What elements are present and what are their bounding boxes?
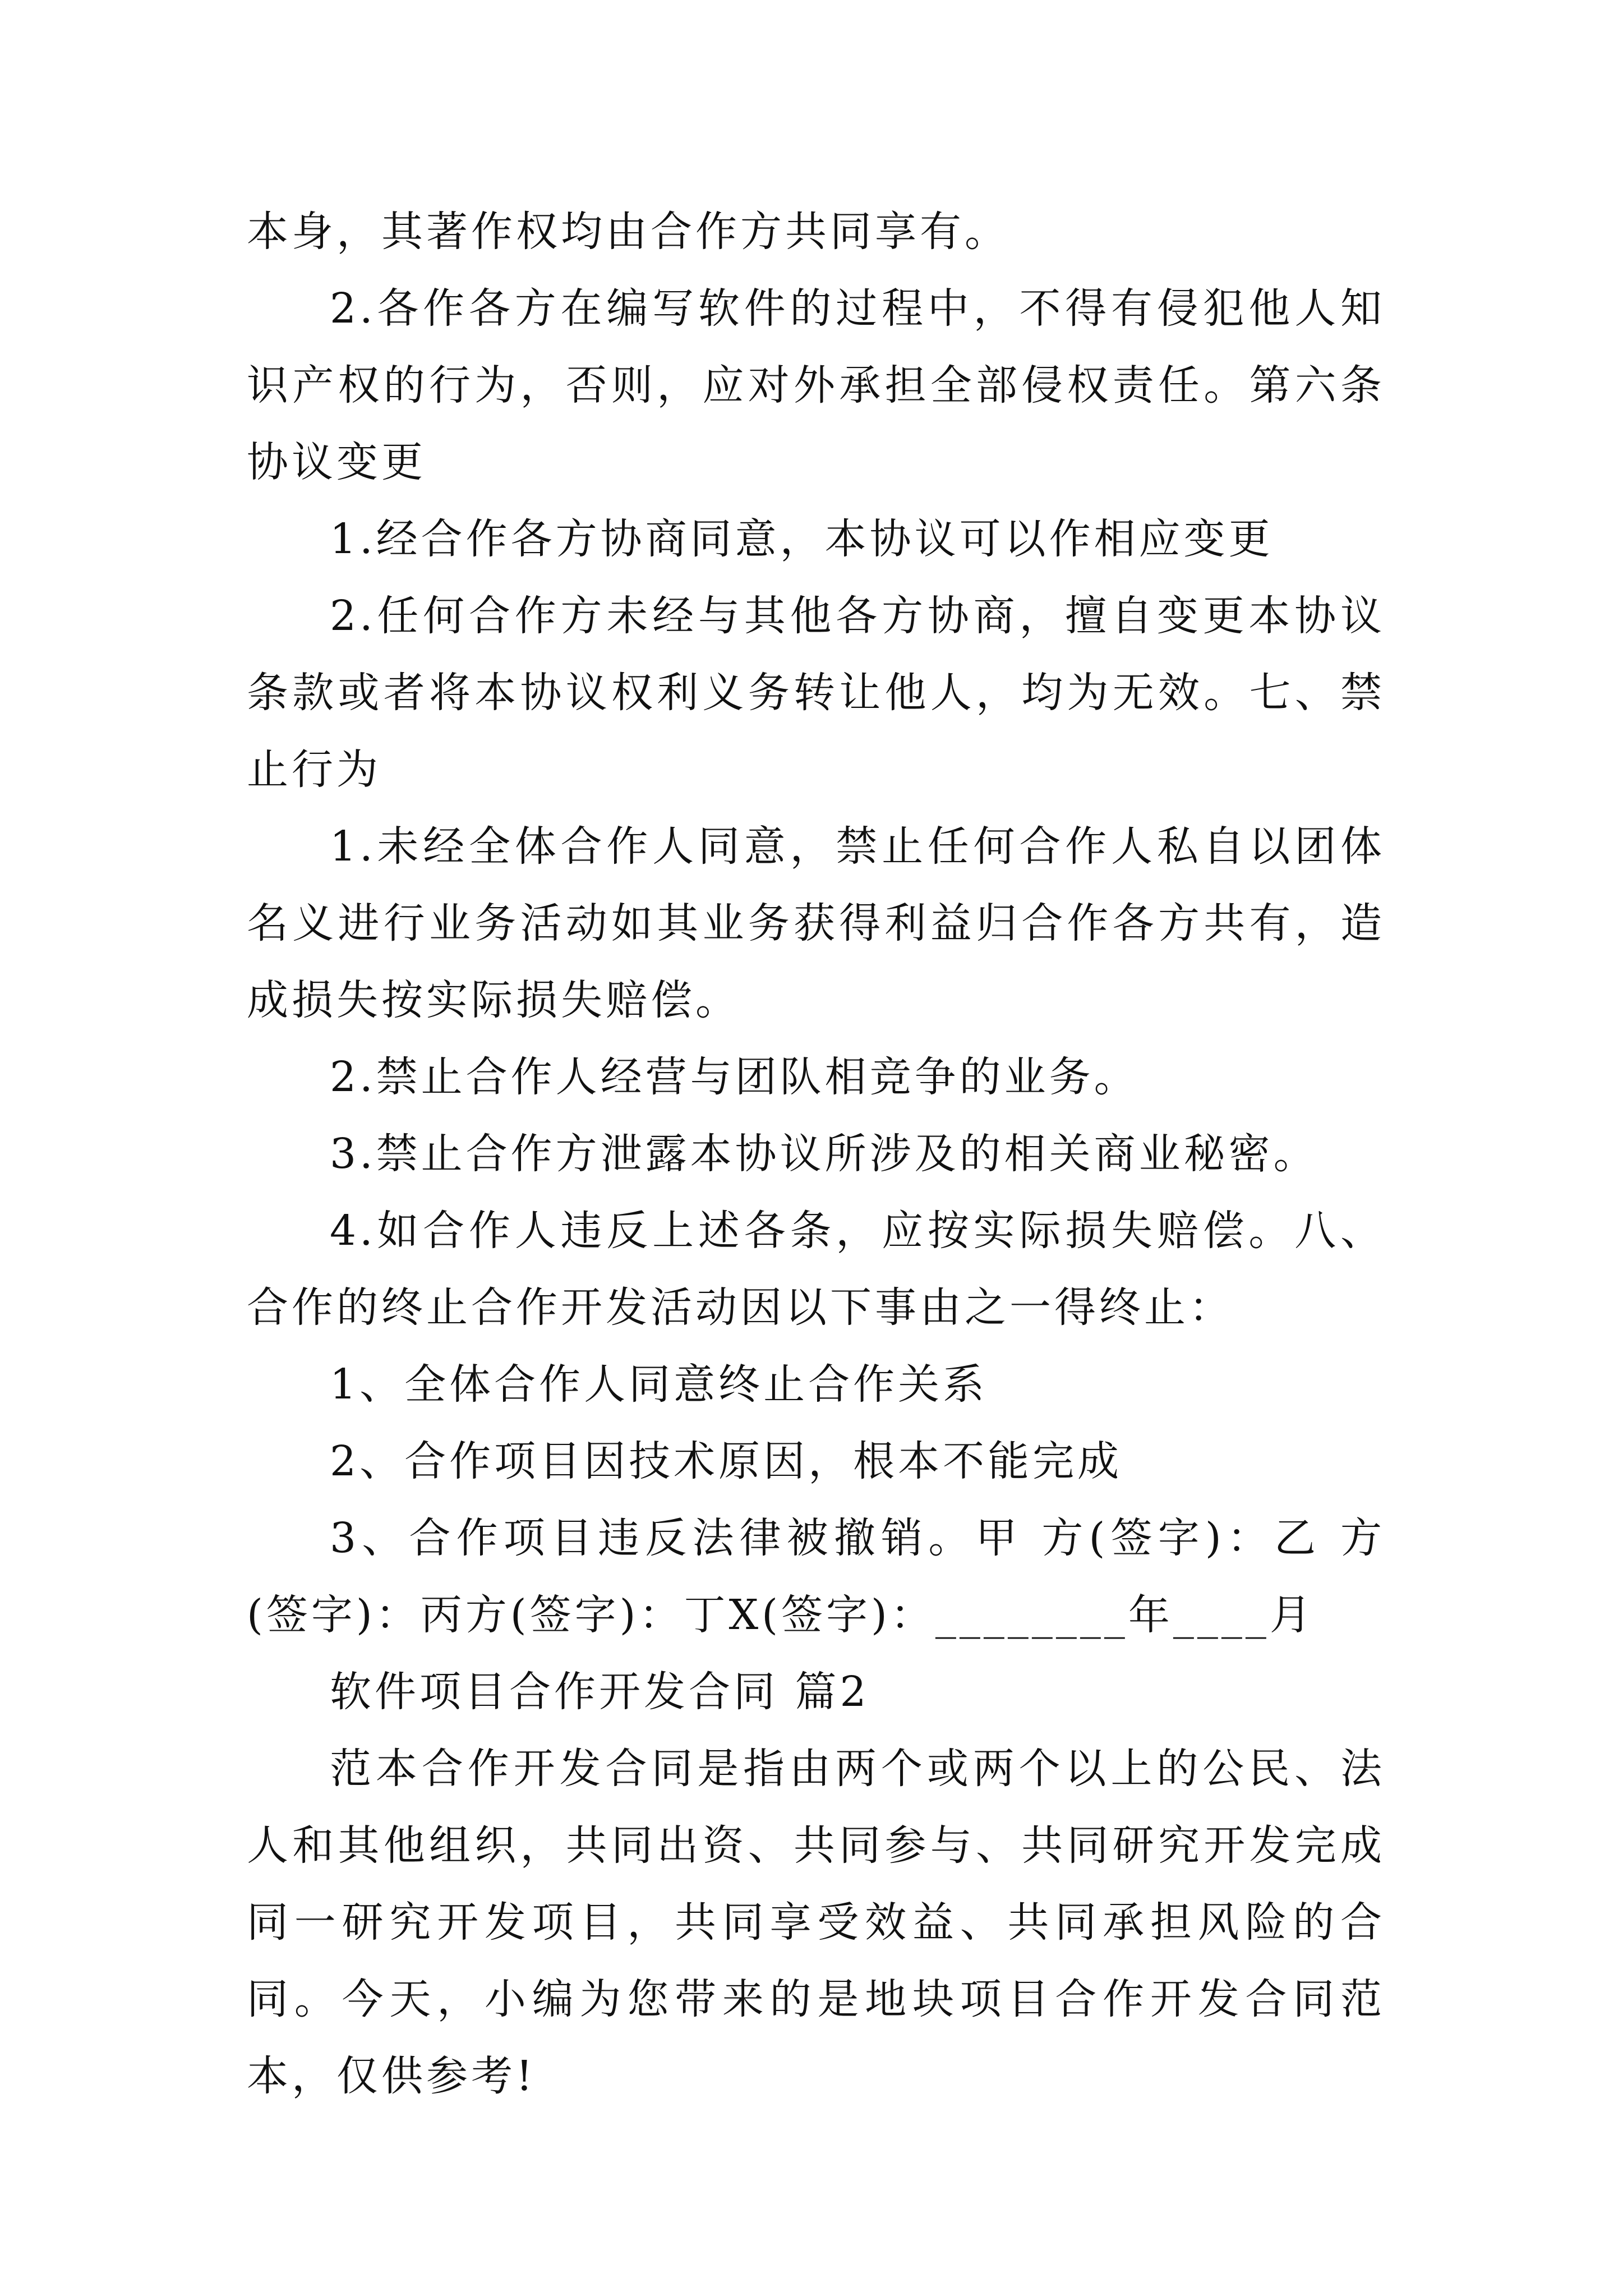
paragraph-breach-compensation: 4.如合作人违反上述各条，应按实际损失赔偿。八、合作的终止合作开发活动因以下事由之一得终止： [247, 1207, 1385, 1332]
paragraph-termination-3-signatures: 3、合作项目违反法律被撤销。甲 方(签字)：乙 方(签字)：丙方(签字)：丁X(签字)：________年____月 [247, 1514, 1385, 1639]
document-body [247, 194, 1385, 2115]
paragraph-intro-part-2: 范本合作开发合同是指由两个或两个以上的公民、法人和其他组织，共同出资、共同参与、共同研究开发完成同一研究开发项目，共同享受效益、共同承担风险的合同。今天，小编为您带来的是地块项目合作开发合同范本，仅供参考! [247, 1745, 1385, 2100]
section-heading-part-2: 软件项目合作开发合同 篇2 [330, 1668, 870, 1716]
paragraph-termination-1: 1、全体合作人同意终止合作关系 [330, 1360, 988, 1409]
paragraph-prohibit-competition: 2.禁止合作人经营与团队相竞争的业务。 [330, 1053, 1139, 1101]
paragraph-unauthorized-change-invalid: 2.任何合作方未经与其他各方协商，擅自变更本协议条款或者将本协议权利义务转让他人，均为无效。七、禁止行为 [247, 592, 1385, 794]
paragraph-prohibit-private-business: 1.未经全体合作人同意，禁止任何合作人私自以团体名义进行业务活动如其业务获得利益归合作各方共有，造成损失按实际损失赔偿。 [247, 822, 1385, 1024]
paragraph-change-by-consent: 1.经合作各方协商同意，本协议可以作相应变更 [330, 515, 1274, 563]
paragraph-termination-2: 2、合作项目因技术原因，根本不能完成 [330, 1437, 1123, 1485]
paragraph-no-infringement: 2.各作各方在编写软件的过程中，不得有侵犯他人知识产权的行为，否则，应对外承担全部侵权责任。第六条协议变更 [247, 284, 1385, 486]
paragraph-copyright-shared: 本身，其著作权均由合作方共同享有。 [247, 208, 1009, 256]
paragraph-prohibit-disclosure: 3.禁止合作方泄露本协议所涉及的相关商业秘密。 [330, 1130, 1318, 1178]
